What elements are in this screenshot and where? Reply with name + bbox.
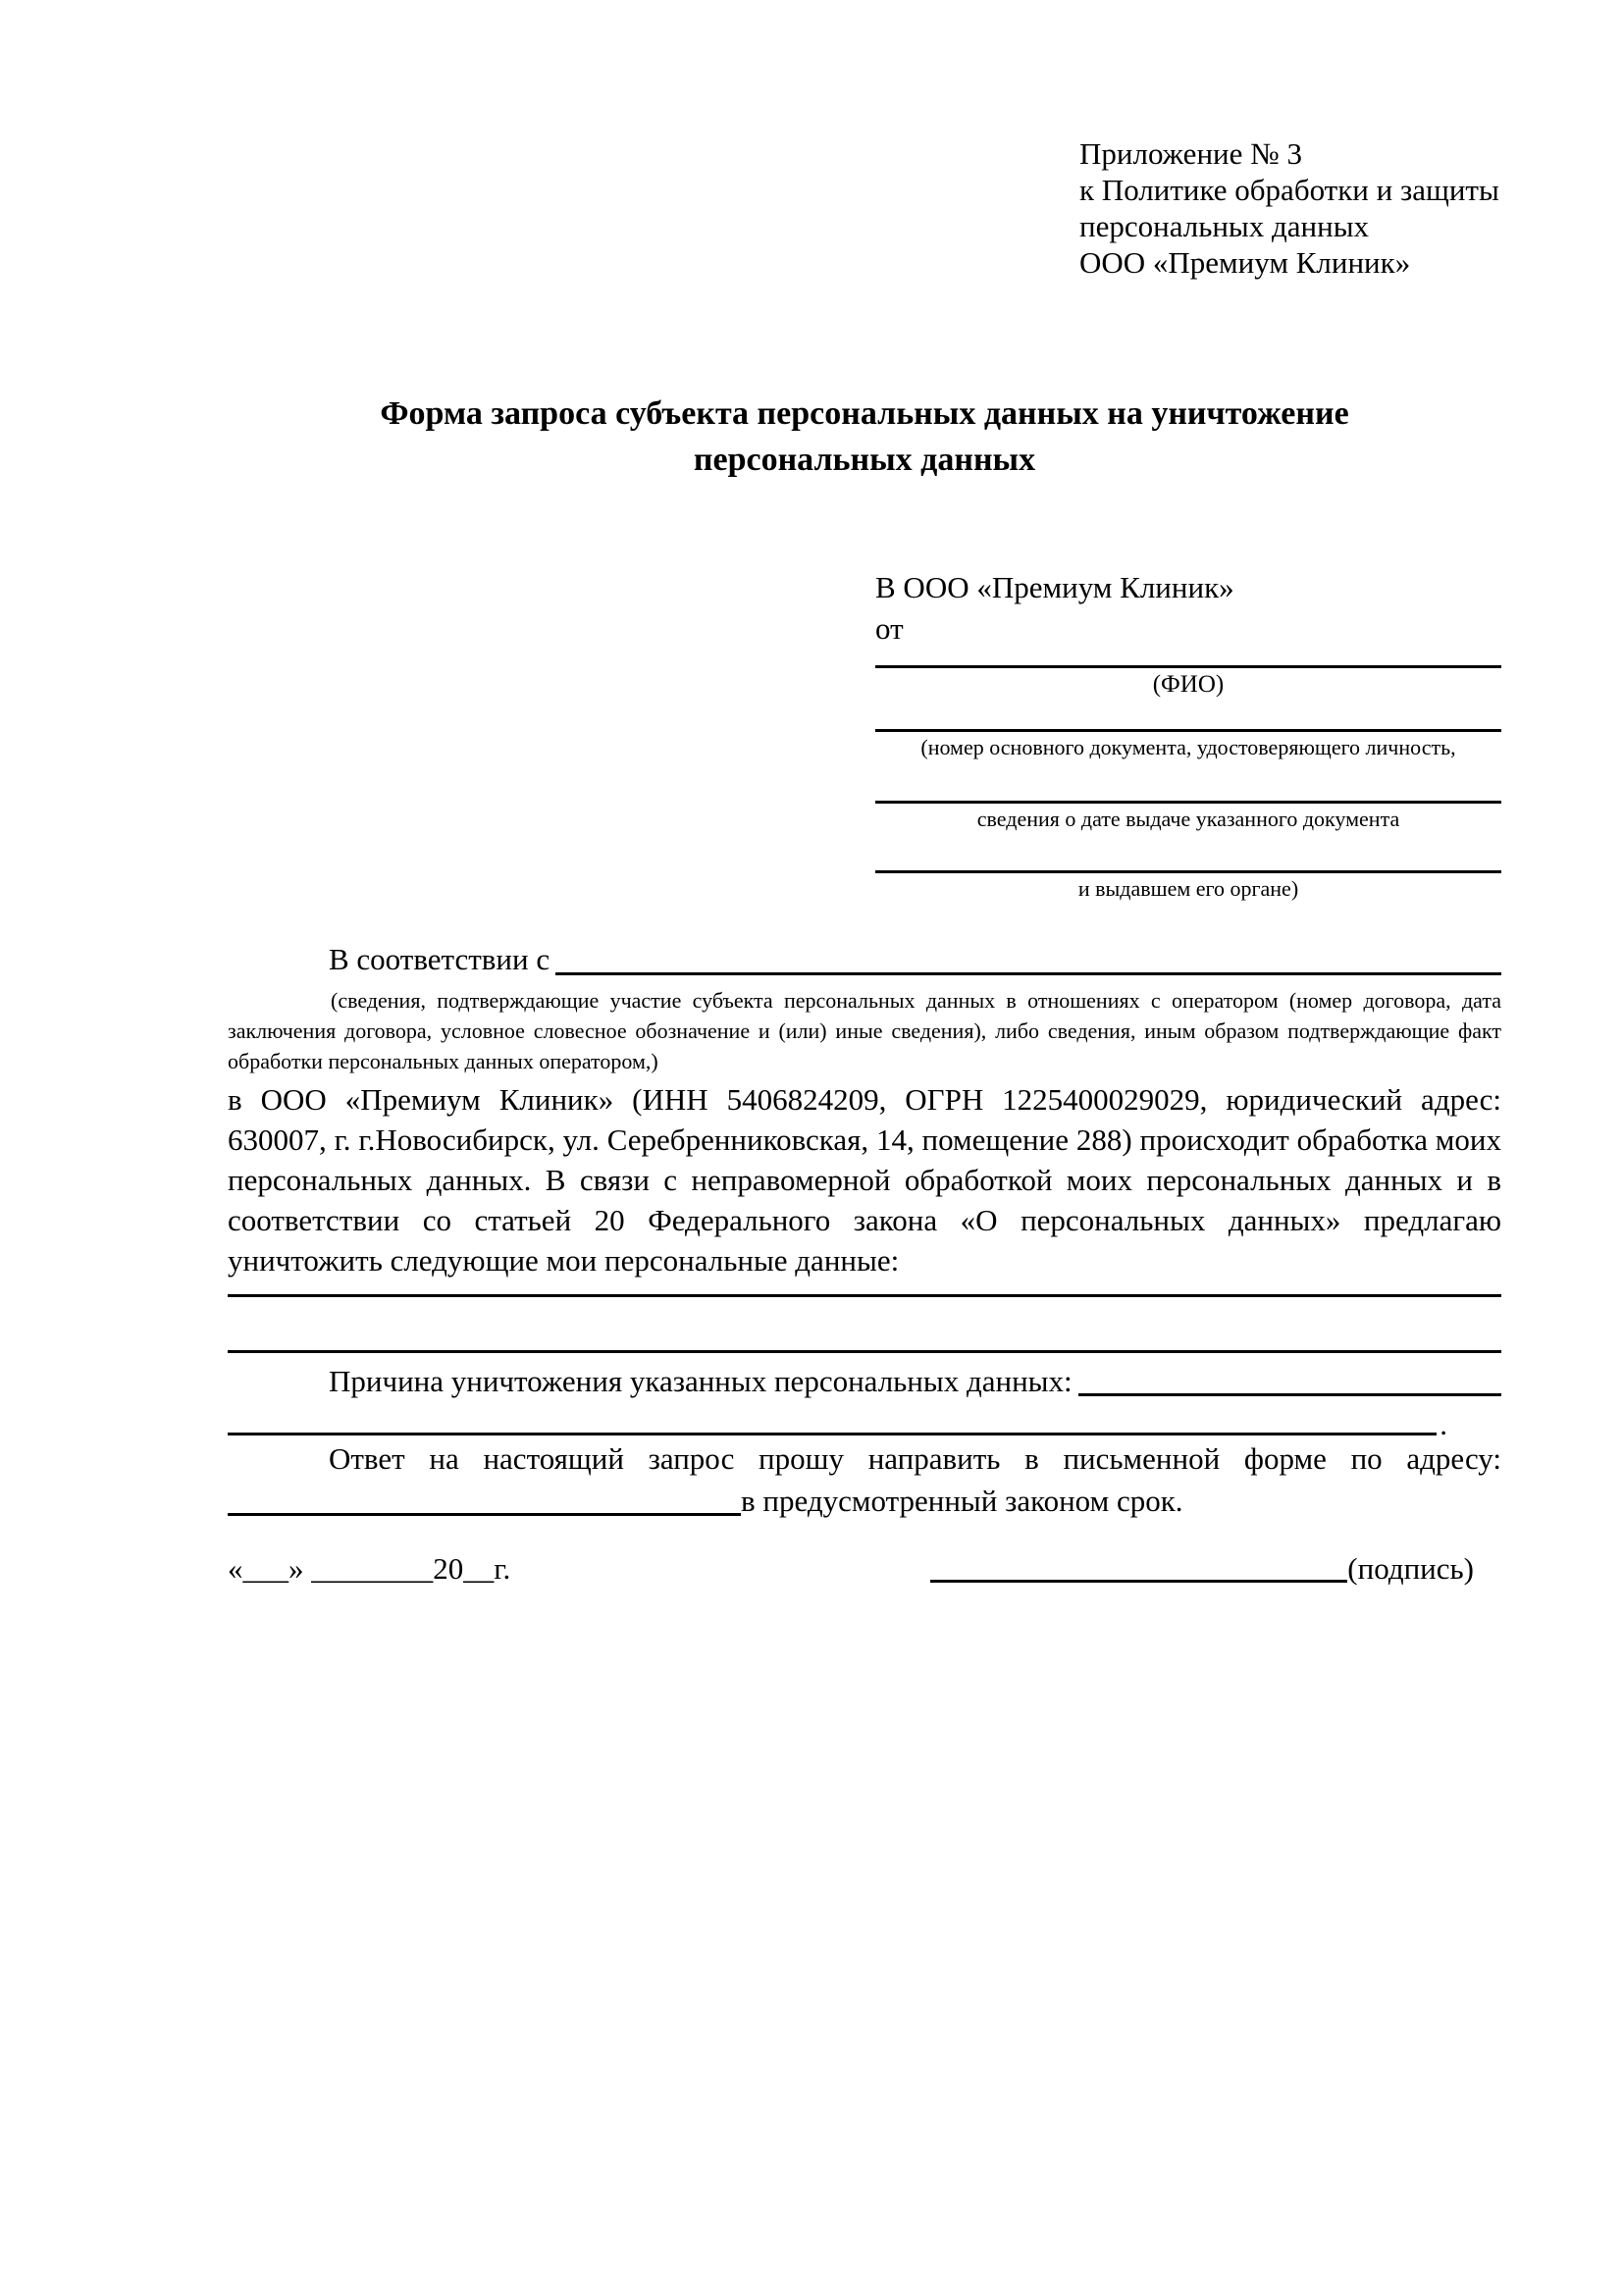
signature-line xyxy=(930,1580,1347,1583)
according-note: (сведения, подтверждающие участие субъекта персональных данных в отношениях с оператором (номер договора, дата заключения договора, условное словесное обозначение и (или) иные сведения), либо сведения, иным образом подтверждающие факт обработки персональных данных оператором,) xyxy=(228,988,1501,1073)
appendix-header xyxy=(1079,135,1499,281)
reason-continuation-line xyxy=(228,1399,1437,1435)
addressee-from-label: от xyxy=(875,611,904,646)
appendix-line-2: к Политике обработки и защиты xyxy=(1079,173,1499,207)
document-title xyxy=(228,391,1501,483)
reason-row xyxy=(228,1361,1501,1402)
issue-date-blank-line xyxy=(875,761,1501,804)
reason-label: Причина уничтожения указанных персональных данных: xyxy=(329,1364,1073,1398)
appendix-line-1: Приложение № 3 xyxy=(1079,136,1302,171)
paragraph-indent xyxy=(228,1361,329,1402)
signature-caption: (подпись) xyxy=(1347,1551,1474,1586)
according-prefix: В соответствии с xyxy=(329,942,550,976)
personal-data-blank-line-2 xyxy=(228,1297,1501,1353)
issuing-authority-caption: и выдавшем его органе) xyxy=(1077,876,1299,901)
addressee-to: В ООО «Премиум Клиник» xyxy=(875,570,1234,604)
addressee-block xyxy=(875,567,1501,903)
date-signature-row xyxy=(228,1549,1501,1589)
document-number-blank-line xyxy=(875,700,1501,732)
address-blank-line xyxy=(228,1513,741,1516)
according-blank-line xyxy=(555,972,1501,975)
paragraph-indent xyxy=(228,938,329,981)
document-title-line-1: Форма запроса субъекта персональных данных на уничтожение xyxy=(380,395,1349,432)
personal-data-blank-line-1 xyxy=(228,1280,1501,1297)
fio-blank-line xyxy=(875,650,1501,668)
main-paragraph: в ООО «Премиум Клиник» (ИНН 5406824209, ОГРН 1225400029029, юридический адрес: 630007, г. г.Новосибирск, ул. Серебренниковская, 14, помещение 288) происходит обработка моих персональных данных. В связи с неправомерной обработкой моих персональных данных и в соответствии со статьей 20 Федерального закона «О персональных данных» предлагаю уничтожить следующие мои персональные данные: xyxy=(228,1082,1501,1278)
reason-blank-line xyxy=(1078,1393,1501,1396)
signature-group xyxy=(930,1549,1474,1589)
document-title-line-2: персональных данных xyxy=(693,442,1036,478)
appendix-line-3: персональных данных xyxy=(1079,209,1370,243)
reason-continuation-row xyxy=(228,1402,1501,1441)
response-sentence: Ответ на настоящий запрос прошу направить в письменной форме по адресу: xyxy=(329,1441,1501,1476)
date-blank: «___» ________20__г. xyxy=(228,1551,511,1586)
issue-date-caption: сведения о дате выдаче указанного документа xyxy=(976,807,1400,831)
according-row xyxy=(228,938,1501,981)
response-tail: в предусмотренный законом срок. xyxy=(741,1484,1183,1518)
appendix-line-4: ООО «Премиум Клиник» xyxy=(1079,245,1411,280)
document-number-caption: (номер основного документа, удостоверяющего личность, xyxy=(920,735,1456,759)
response-address-row xyxy=(228,1481,1501,1522)
document-body xyxy=(228,938,1501,1589)
fio-caption: (ФИО) xyxy=(1152,671,1225,698)
sentence-period: . xyxy=(1440,1407,1447,1441)
issuing-authority-blank-line xyxy=(875,833,1501,873)
